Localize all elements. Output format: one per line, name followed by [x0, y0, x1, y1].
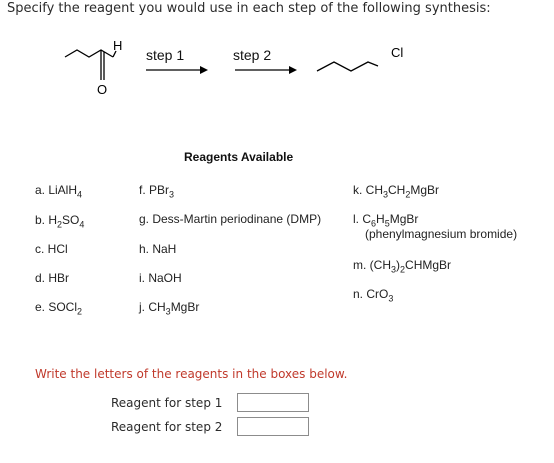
reagent-l-note: (phenylmagnesium bromide) — [365, 227, 518, 241]
step2-answer-input[interactable] — [237, 417, 309, 436]
reagent-g: g. Dess-Martin periodinane (DMP) — [139, 212, 322, 226]
step2-label: step 2 — [233, 47, 272, 63]
step2-arrowhead — [289, 66, 297, 74]
reagent-e: e. SOCl$_2$ — [35, 300, 83, 317]
step2-answer-label: Reagent for step 2 — [111, 420, 223, 434]
reagent-c: c. HCl — [35, 242, 68, 256]
reagent-h: h. NaH — [139, 242, 177, 256]
question-text: Specify the reagent you would use in each step of the following synthesis: — [7, 1, 491, 16]
step1-arrowhead — [200, 66, 208, 74]
step1-answer-label: Reagent for step 1 — [111, 396, 223, 410]
reagent-n: n. CrO$_3$ — [353, 287, 394, 304]
reagent-d: d. HBr — [35, 271, 70, 285]
reagent-i: i. NaOH — [139, 271, 182, 285]
instruction-text: Write the letters of the reagents in the boxes below. — [35, 367, 348, 381]
chlorine-label: Cl — [391, 45, 404, 60]
reagent-k: k. $CH_3CH_2MgBr$ — [353, 183, 440, 200]
reagent-b: b. $H_2SO_4$ — [35, 213, 85, 230]
reagent-m: m. $(CH_3)_2CHMgBr$ — [353, 258, 452, 275]
reagents-title: Reagents Available — [184, 150, 294, 164]
step1-answer-input[interactable] — [237, 393, 309, 412]
starting-material-structure — [65, 50, 116, 80]
reagent-a: a. LiAlH$_4$ — [35, 183, 83, 200]
synthesis-scheme — [60, 34, 420, 109]
reagent-l: l. $C_6H_5MgBr$ — [353, 212, 419, 229]
carbonyl-o-label: O — [97, 82, 108, 97]
aldehyde-h-label: H — [113, 38, 123, 53]
product-structure — [317, 62, 378, 71]
step1-label: step 1 — [146, 47, 185, 63]
reagent-j: j. $CH_3MgBr$ — [139, 300, 200, 317]
reagent-f: f. PBr$_3$ — [139, 183, 175, 200]
